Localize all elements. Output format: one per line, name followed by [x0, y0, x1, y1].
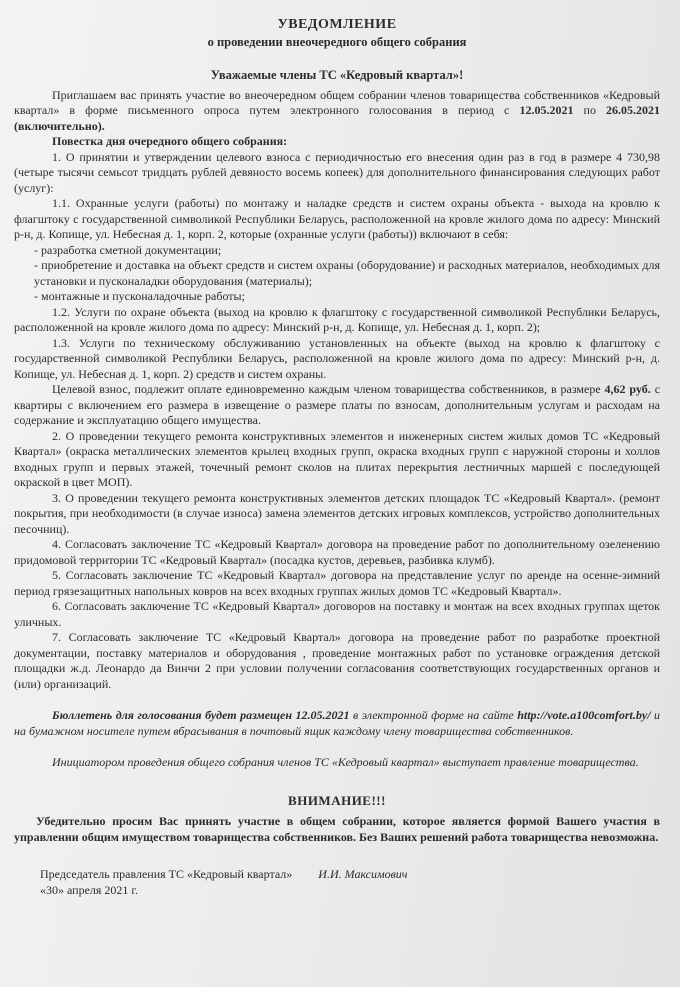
date-from: 12.05.2021 — [519, 103, 574, 117]
agenda-item-1-1: 1.1. Охранные услуги (работы) по монтажу и наладке средств и систем охраны объекта - выхода на кровлю к флагштоку с государственной символикой Республики Беларусь, расположенной на кровле жилого дома по адресу: Минский р-н, д. Копище, ул. Небесная д. 1, корп. 2, которые (охранные услуги (работы)) включают в себя: — [14, 196, 660, 241]
agenda-item-1-2: 1.2. Услуги по охране объекта (выход на кровлю к флагштоку с государственной символикой Республики Беларусь, расположенной на кровле жилого дома по адресу: Минский р-н, д. Копище, ул. Небесная д. 1, корп. 2); — [14, 304, 660, 334]
signature-date: «30» апреля 2021 г. — [40, 882, 138, 897]
initiator-paragraph: Инициатором проведения общего собрания членов ТС «Кедровый квартал» выступает правление товарищества. — [52, 755, 639, 769]
ballot-date: 12.05.2021 — [295, 708, 350, 722]
ballot-paragraph: Бюллетень для голосования будет размещен 12.05.2021 в электронной форме на сайте http://vote.a100comfort.by/ и на бумажном носителе путем вбрасывания в почтовый ящик каждому члену товарищества собственников. — [14, 708, 661, 738]
ballot-website-link[interactable]: http://vote.a100comfort.by/ — [517, 708, 651, 722]
document-subtitle: о проведении внеочередного общего собрания — [207, 35, 467, 49]
chairman-role: Председатель правления ТС «Кедровый квартал» — [40, 867, 293, 881]
agenda-item-2: 2. О проведении текущего ремонта конструктивных элементов и инженерных систем жилых домов ТС «Кедровый Квартал» (окраска металлических элементов крылец входных групп, окраска входных групп с наружной стороны и холлов входных групп и первых этажей, точечный ремонт сколов на плитах перекрытия лестничных маршей с последующей окраской в цвет МОП). — [14, 428, 660, 489]
agenda-item-4: 4. Согласовать заключение ТС «Кедровый Квартал» договора на проведение работ по дополнительному озеленению придомовой территории ТС «Кедровый Квартал» (посадка кустов, деревьев, разбивка клумб). — [14, 537, 660, 567]
greeting: Уважаемые члены ТС «Кедровый квартал»! — [210, 68, 464, 82]
agenda-item-3: 3. О проведении текущего ремонта конструктивных элементов детских площадок ТС «Кедровый Квартал». (ремонт покрытия, при необходимости (в случае износа) замена элементов детских игровых комплексов, устройство дополнительных песочниц). — [14, 490, 660, 536]
fee-amount: 4,62 руб. — [604, 382, 651, 396]
attention-text: Убедительно просим Вас принять участие в общем собрании, которое является формой Вашего участия в управлении общим имуществом товарищества собственников. Без Ваших решений работа товарищества невозможна. — [14, 814, 660, 844]
agenda-subitem: - монтажные и пусконаладочные работы; — [34, 289, 245, 303]
agenda-subitem: - приобретение и доставка на объект средств и систем охраны (оборудование) и расходных материалов, необходимых для установки и пусконаладки оборудования (материалы); — [34, 258, 660, 288]
agenda-heading: Повестка дня очередного общего собрания: — [52, 134, 288, 148]
document-title: УВЕДОМЛЕНИЕ — [277, 17, 397, 32]
agenda-item-1: 1. О принятии и утверждении целевого взноса с периодичностью его внесения один раз в год в размере 4 730,98 (четыре тысячи семьсот тридцать рублей девяносто восемь копеек) для дополнительного финансирования следующих работ (услуг): — [14, 149, 660, 195]
intro-paragraph: Приглашаем вас принять участие во внеочередном общем собрании членов товарищества собственников «Кедровый квартал» в форме письменного опроса путем электронного голосования в период с 12.05.2021 по 26.05.2021 (включительно). — [14, 87, 661, 133]
agenda-item-5: 5. Согласовать заключение ТС «Кедровый Квартал» договора на представление услуг по аренде на осенне-зимний период грязезащитных напольных ковров на всех входных группах жилых домов ТС «Кедровый Квартал». — [14, 568, 660, 598]
date-to: 26.05.2021 (включительно). — [14, 103, 661, 133]
signature-row — [14, 867, 660, 883]
agenda-item-1-3: 1.3. Услуги по техническому обслуживанию установленных на объекте (выход на кровлю к флагштоку с государственной символикой Республики Беларусь, расположенной на кровле жилого дома по адресу: Минский р-н, д. Копище, ул. Небесная д. 1, корп. 2) средств и систем охраны. — [14, 335, 660, 381]
agenda-subitem: - разработка сметной документации; — [34, 242, 222, 257]
chairman-name: И.И. Максимович — [318, 867, 408, 881]
agenda-item-6: 6. Согласовать заключение ТС «Кедровый Квартал» договоров на поставку и монтаж на всех входных группах щеток уличных. — [14, 599, 660, 629]
fee-paragraph: Целевой взнос, подлежит оплате единовременно каждым членом товарищества собственников, в размере 4,62 руб. с квартиры с включением его размера в извещение о размере платы по взносам, дополнительным услугам и расходам на содержание и эксплуатацию общего имущества. — [14, 382, 661, 427]
agenda-item-7: 7. Согласовать заключение ТС «Кедровый Квартал» договора на проведение работ по разработке проектной документации, поставку материалов и оборудования , проведение монтажных работ по установке ограждения детской площадки ж.д. Леонардо да Винчи 2 при условии получении согласования соответствующих государственных органов и (или) организаций. — [14, 630, 660, 691]
attention-title: ВНИМАНИЕ!!! — [288, 792, 386, 808]
